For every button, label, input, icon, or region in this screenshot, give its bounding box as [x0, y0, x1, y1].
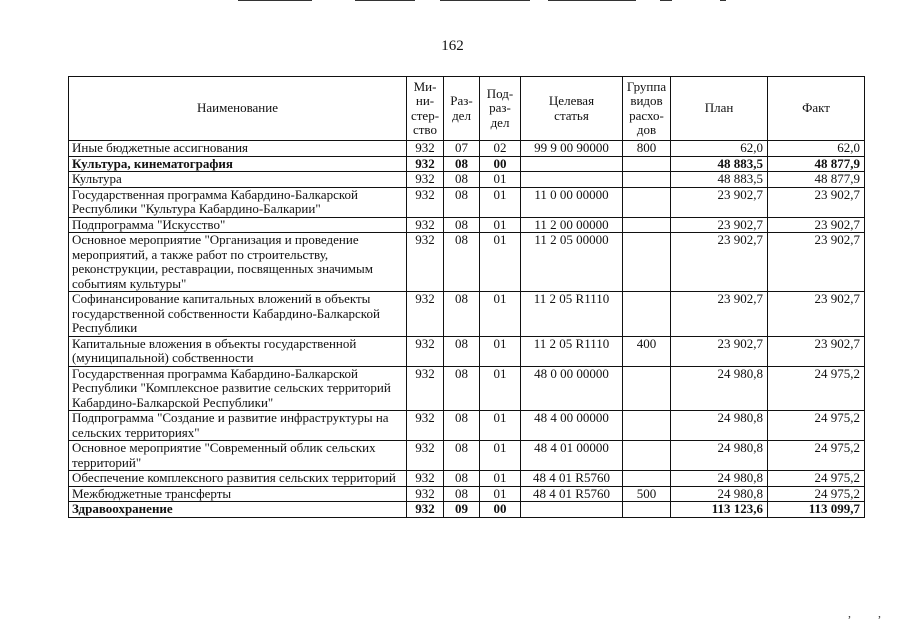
scan-artifact-line [238, 0, 312, 1]
table-row [69, 366, 865, 411]
cell-target-article: 99 9 00 90000 [521, 141, 623, 157]
cell-ministry: 932 [407, 141, 444, 157]
table-row [69, 502, 865, 518]
cell-expense-group [623, 471, 671, 487]
cell-fact: 24 975,2 [768, 411, 865, 441]
cell-expense-group [623, 441, 671, 471]
table-row [69, 156, 865, 172]
cell-name: Капитальные вложения в объекты государственной (муниципальной) собственности [69, 336, 407, 366]
cell-fact: 48 877,9 [768, 172, 865, 188]
cell-fact: 23 902,7 [768, 336, 865, 366]
cell-name: Здравоохранение [69, 502, 407, 518]
cell-plan: 23 902,7 [671, 233, 768, 292]
cell-plan: 23 902,7 [671, 336, 768, 366]
cell-section: 08 [444, 233, 480, 292]
cell-ministry: 932 [407, 441, 444, 471]
cell-target-article: 11 2 05 R1110 [521, 336, 623, 366]
cell-expense-group [623, 292, 671, 337]
cell-plan: 24 980,8 [671, 411, 768, 441]
cell-ministry: 932 [407, 187, 444, 217]
header-section [444, 77, 480, 141]
table-body [69, 141, 865, 518]
header-subsection-label: Под- раз- дел [486, 85, 514, 130]
cell-target-article: 11 2 00 00000 [521, 217, 623, 233]
cell-expense-group: 800 [623, 141, 671, 157]
cell-plan: 24 980,8 [671, 471, 768, 487]
cell-name: Подпрограмма "Искусство" [69, 217, 407, 233]
cell-fact: 48 877,9 [768, 156, 865, 172]
cell-ministry: 932 [407, 411, 444, 441]
cell-section: 08 [444, 187, 480, 217]
cell-section: 08 [444, 217, 480, 233]
cell-subsection: 02 [480, 141, 521, 157]
scan-artifact-line [440, 0, 530, 1]
cell-expense-group [623, 233, 671, 292]
cell-plan: 113 123,6 [671, 502, 768, 518]
cell-target-article [521, 172, 623, 188]
cell-expense-group [623, 366, 671, 411]
cell-name: Основное мероприятие "Организация и проведение мероприятий, а также работ по строительству, реконструкции, реставрации, посвященных значимым событиям культуры" [69, 233, 407, 292]
cell-target-article: 11 2 05 00000 [521, 233, 623, 292]
cell-section: 08 [444, 172, 480, 188]
cell-plan: 48 883,5 [671, 172, 768, 188]
header-name: Наименование [69, 77, 407, 141]
table-row [69, 187, 865, 217]
cell-subsection: 01 [480, 366, 521, 411]
header-target-article [521, 77, 623, 141]
header-subsection [480, 77, 521, 141]
cell-target-article: 48 4 01 00000 [521, 441, 623, 471]
table-row [69, 471, 865, 487]
cell-ministry: 932 [407, 366, 444, 411]
cell-name: Софинансирование капитальных вложений в объекты государственной собственности Кабардино-Балкарской Республики [69, 292, 407, 337]
cell-fact: 24 975,2 [768, 441, 865, 471]
cell-fact: 113 099,7 [768, 502, 865, 518]
cell-name: Межбюджетные трансферты [69, 486, 407, 502]
budget-table [68, 76, 865, 518]
header-ministry-label: Ми- ни- стер- ство [410, 78, 440, 137]
cell-ministry: 932 [407, 336, 444, 366]
header-expense-group [623, 77, 671, 141]
cell-subsection: 00 [480, 156, 521, 172]
table-row [69, 217, 865, 233]
table-row [69, 141, 865, 157]
cell-ministry: 932 [407, 217, 444, 233]
cell-fact: 62,0 [768, 141, 865, 157]
cell-ministry: 932 [407, 156, 444, 172]
cell-plan: 23 902,7 [671, 217, 768, 233]
cell-section: 08 [444, 471, 480, 487]
cell-plan: 24 980,8 [671, 486, 768, 502]
header-section-label: Раз- дел [450, 93, 473, 123]
header-target-article-label: Целевая статья [548, 93, 595, 123]
cell-name: Культура [69, 172, 407, 188]
cell-target-article: 48 0 00 00000 [521, 366, 623, 411]
cell-fact: 24 975,2 [768, 486, 865, 502]
cell-fact: 23 902,7 [768, 187, 865, 217]
scan-artifact-line [660, 0, 672, 1]
cell-subsection: 00 [480, 502, 521, 518]
table-row [69, 411, 865, 441]
cell-ministry: 932 [407, 471, 444, 487]
cell-subsection: 01 [480, 471, 521, 487]
cell-subsection: 01 [480, 233, 521, 292]
table-row [69, 441, 865, 471]
cell-section: 08 [444, 156, 480, 172]
cell-name: Обеспечение комплексного развития сельских территорий [69, 471, 407, 487]
cell-fact: 23 902,7 [768, 292, 865, 337]
cell-subsection: 01 [480, 217, 521, 233]
table-row [69, 486, 865, 502]
cell-section: 08 [444, 486, 480, 502]
cell-target-article [521, 502, 623, 518]
cell-subsection: 01 [480, 336, 521, 366]
cell-plan: 23 902,7 [671, 292, 768, 337]
cell-subsection: 01 [480, 486, 521, 502]
table-row [69, 172, 865, 188]
cell-name: Подпрограмма "Создание и развитие инфраструктуры на сельских территориях" [69, 411, 407, 441]
cell-expense-group [623, 217, 671, 233]
cell-expense-group: 400 [623, 336, 671, 366]
table-row [69, 336, 865, 366]
cell-ministry: 932 [407, 292, 444, 337]
cell-name: Культура, кинематография [69, 156, 407, 172]
cell-section: 09 [444, 502, 480, 518]
cell-section: 08 [444, 441, 480, 471]
scan-speck: , [848, 606, 851, 620]
cell-section: 08 [444, 411, 480, 441]
cell-expense-group [623, 172, 671, 188]
cell-target-article: 48 4 01 R5760 [521, 486, 623, 502]
scan-artifact-line [548, 0, 636, 1]
table-row [69, 292, 865, 337]
cell-ministry: 932 [407, 502, 444, 518]
cell-section: 08 [444, 366, 480, 411]
header-fact: Факт [768, 77, 865, 141]
cell-target-article: 48 4 01 R5760 [521, 471, 623, 487]
header-expense-group-label: Группа видов расхо- дов [626, 78, 667, 137]
scan-artifact-line [720, 0, 726, 1]
cell-subsection: 01 [480, 411, 521, 441]
cell-target-article: 48 4 00 00000 [521, 411, 623, 441]
cell-ministry: 932 [407, 233, 444, 292]
cell-expense-group [623, 156, 671, 172]
cell-target-article: 11 0 00 00000 [521, 187, 623, 217]
cell-expense-group: 500 [623, 486, 671, 502]
cell-target-article [521, 156, 623, 172]
cell-ministry: 932 [407, 172, 444, 188]
table-header-row [69, 77, 865, 141]
cell-target-article: 11 2 05 R1110 [521, 292, 623, 337]
scan-artifact-line [355, 0, 415, 1]
cell-section: 07 [444, 141, 480, 157]
cell-section: 08 [444, 336, 480, 366]
cell-expense-group [623, 502, 671, 518]
cell-ministry: 932 [407, 486, 444, 502]
cell-subsection: 01 [480, 441, 521, 471]
header-ministry [407, 77, 444, 141]
cell-name: Иные бюджетные ассигнования [69, 141, 407, 157]
cell-name: Государственная программа Кабардино-Балкарской Республики "Культура Кабардино-Балкарии" [69, 187, 407, 217]
cell-plan: 24 980,8 [671, 441, 768, 471]
cell-expense-group [623, 411, 671, 441]
page-number: 162 [441, 38, 464, 54]
cell-fact: 24 975,2 [768, 471, 865, 487]
cell-fact: 23 902,7 [768, 233, 865, 292]
table-row [69, 233, 865, 292]
cell-fact: 23 902,7 [768, 217, 865, 233]
cell-subsection: 01 [480, 172, 521, 188]
header-plan: План [671, 77, 768, 141]
cell-fact: 24 975,2 [768, 366, 865, 411]
cell-name: Государственная программа Кабардино-Балкарской Республики "Комплексное развитие сельских территорий Кабардино-Балкарской Республики" [69, 366, 407, 411]
cell-expense-group [623, 187, 671, 217]
cell-plan: 24 980,8 [671, 366, 768, 411]
cell-section: 08 [444, 292, 480, 337]
cell-plan: 62,0 [671, 141, 768, 157]
scan-speck: , [878, 606, 881, 620]
cell-plan: 23 902,7 [671, 187, 768, 217]
cell-plan: 48 883,5 [671, 156, 768, 172]
cell-subsection: 01 [480, 187, 521, 217]
cell-name: Основное мероприятие "Современный облик сельских территорий" [69, 441, 407, 471]
cell-subsection: 01 [480, 292, 521, 337]
